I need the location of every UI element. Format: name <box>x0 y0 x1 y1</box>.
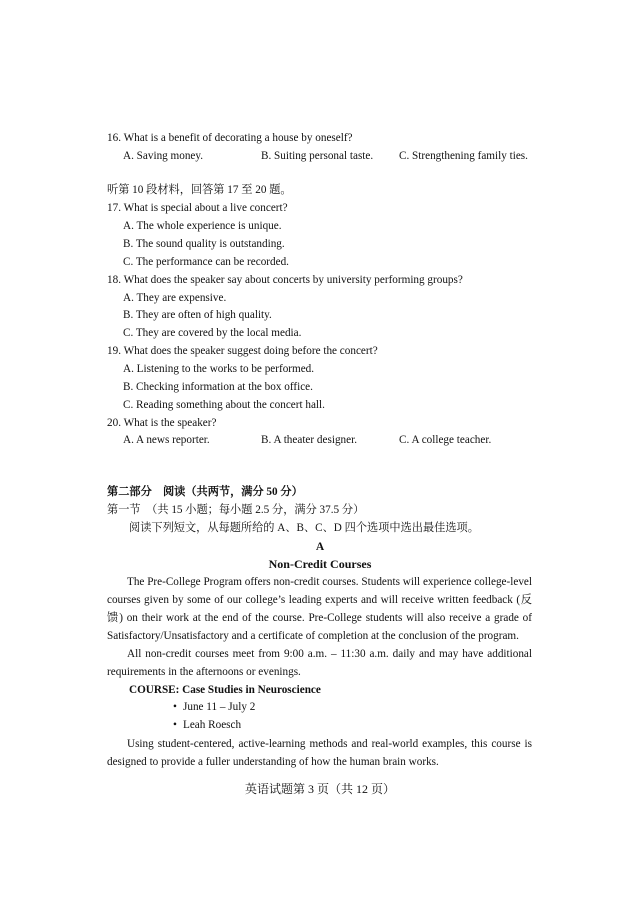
listening-instruction-10: 听第 10 段材料，回答第 17 至 20 题。 <box>107 184 292 196</box>
q19-option-b: B. Checking information at the box office. <box>123 381 313 393</box>
course-instructor: Leah Roesch <box>183 719 242 731</box>
part2-heading: 第二部分 阅读（共两节，满分 50 分） <box>107 486 303 498</box>
q17-option-a: A. The whole experience is unique. <box>123 220 282 232</box>
course-heading: COURSE: Case Studies in Neuroscience <box>129 684 321 696</box>
q19-option-a: A. Listening to the works to be performed. <box>123 363 315 375</box>
course-dates: June 11 – July 2 <box>183 701 256 713</box>
passage-paragraph-1 <box>107 573 532 645</box>
passage-paragraph-3-text: Using student-centered, active-learning methods and real-world examples, this course is designed to provide a fuller understanding of how the human brain works. <box>107 738 532 768</box>
passage-paragraph-3 <box>107 735 532 771</box>
question-18-stem: 18. What does the speaker say about concerts by university performing groups? <box>107 274 463 286</box>
q18-option-c: C. They are covered by the local media. <box>123 327 302 339</box>
reading-instruction: 阅读下列短文，从每题所给的 A、B、C、D 四个选项中选出最佳选项。 <box>129 522 479 534</box>
passage-paragraph-2-text: All non-credit courses meet from 9:00 a.m. – 11:30 a.m. daily and may have additional requirements in the afternoons or evenings. <box>107 648 532 678</box>
q16-option-c: C. Strengthening family ties. <box>399 150 528 162</box>
bullet-icon: • <box>173 701 177 713</box>
passage-title: Non-Credit Courses <box>268 557 372 571</box>
q19-option-c: C. Reading something about the concert hall. <box>123 399 325 411</box>
q17-option-c: C. The performance can be recorded. <box>123 256 289 268</box>
q20-option-b: B. A theater designer. <box>261 434 358 446</box>
q16-option-a: A. Saving money. <box>123 150 204 162</box>
q16-option-b: B. Suiting personal taste. <box>261 150 374 162</box>
question-16-stem: 16. What is a benefit of decorating a house by oneself? <box>107 132 353 144</box>
question-19-stem: 19. What does the speaker suggest doing before the concert? <box>107 345 378 357</box>
q18-option-b: B. They are often of high quality. <box>123 309 272 321</box>
page-footer: 英语试题第 3 页（共 12 页） <box>244 782 395 796</box>
q17-option-b: B. The sound quality is outstanding. <box>123 238 285 250</box>
q18-option-a: A. They are expensive. <box>123 292 227 304</box>
course-bullet-dates <box>173 700 255 714</box>
q20-option-a: A. A news reporter. <box>123 434 210 446</box>
question-20-stem: 20. What is the speaker? <box>107 417 217 429</box>
bullet-icon: • <box>173 719 177 731</box>
course-bullet-instructor <box>173 718 241 732</box>
question-17-stem: 17. What is special about a live concert? <box>107 202 288 214</box>
passage-letter: A <box>315 541 325 553</box>
section1-heading: 第一节 （共 15 小题；每小题 2.5 分，满分 37.5 分） <box>107 504 365 516</box>
q20-option-c: C. A college teacher. <box>399 434 492 446</box>
passage-paragraph-1-text: The Pre-College Program offers non-credit courses. Students will experience college-level courses given by some of our college’s leading experts and will receive written feedback (反馈) on their work at the end of the course. Pre-College students will also receive a grade of Satisfactory/Unsatisfactory and a certificate of completion at the conclusion of the program. <box>107 576 532 642</box>
passage-paragraph-2 <box>107 645 532 681</box>
